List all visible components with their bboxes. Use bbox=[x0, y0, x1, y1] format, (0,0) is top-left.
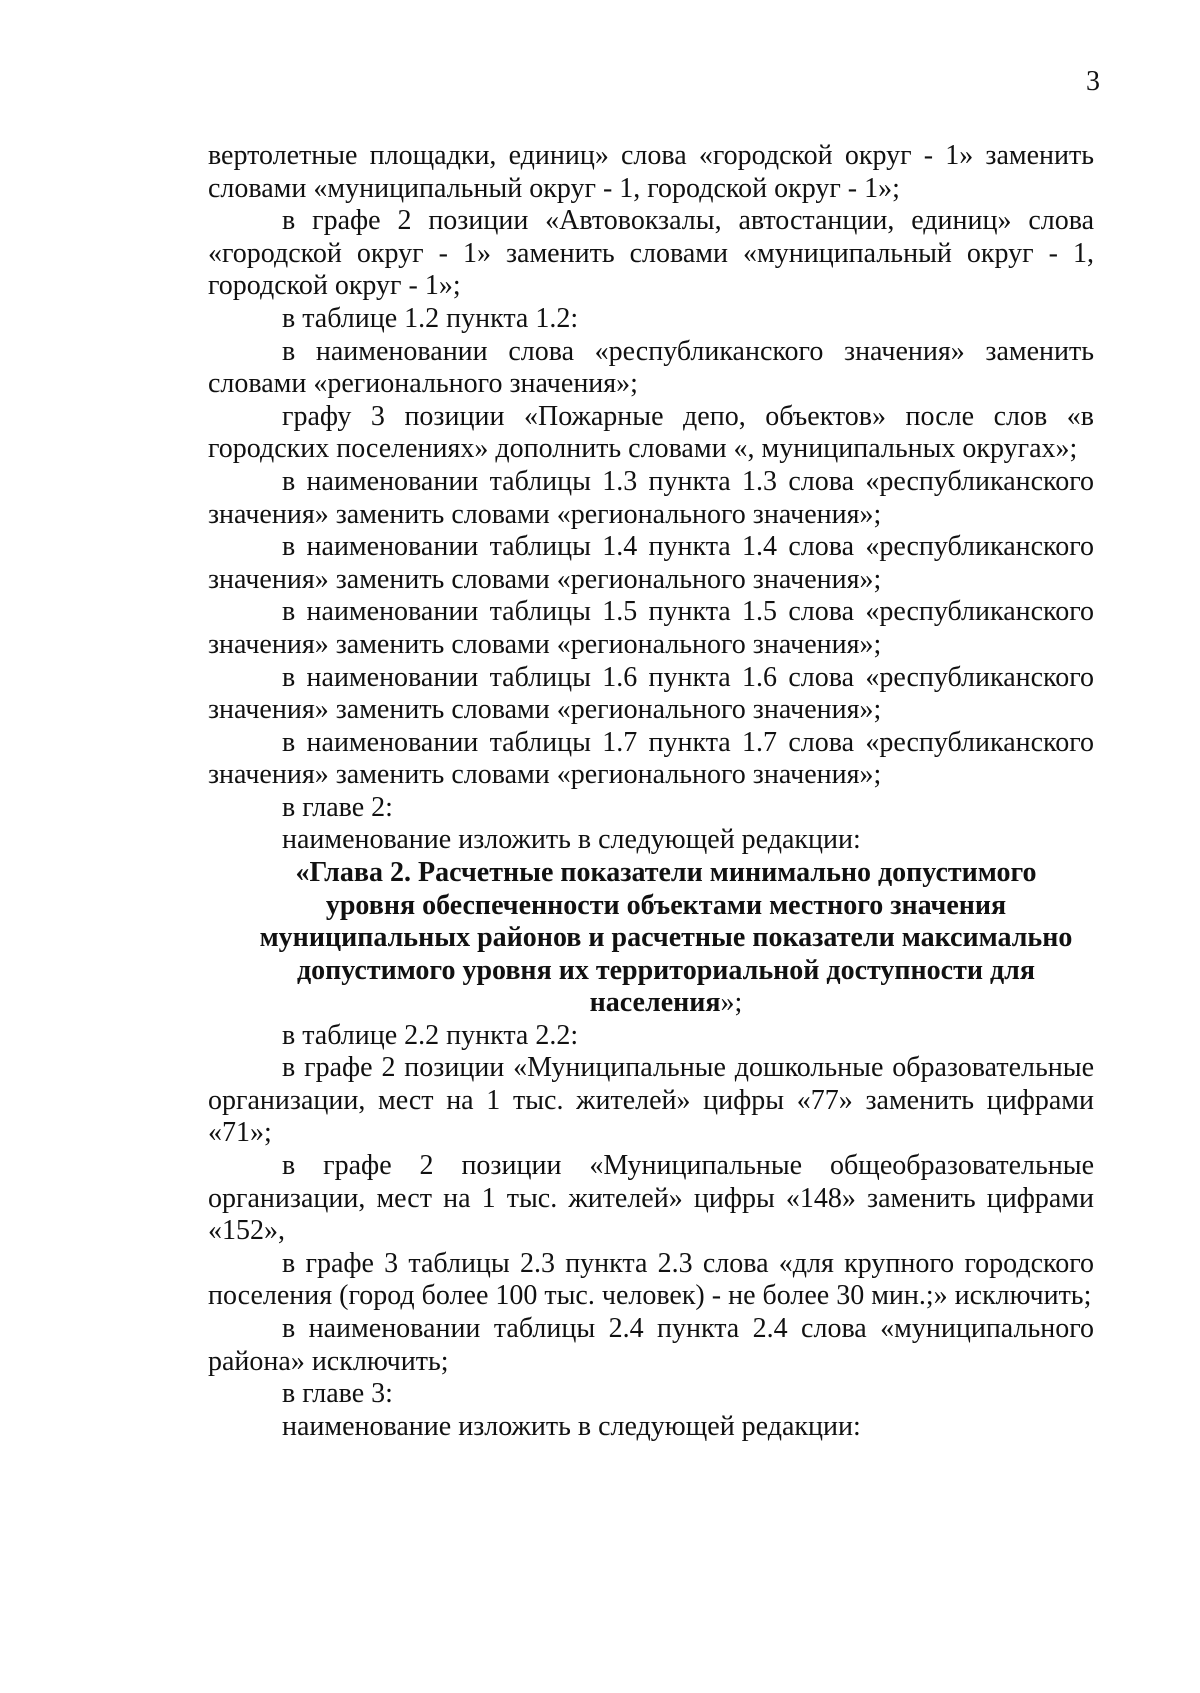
paragraph: вертолетные площадки, единиц» слова «городской округ - 1» заменить словами «муниципальный округ - 1, городской округ - 1»; bbox=[208, 140, 1094, 204]
chapter-heading-closing: »; bbox=[720, 987, 743, 1019]
paragraph: в наименовании таблицы 1.6 пункта 1.6 слова «республиканского значения» заменить словами «регионального значения»; bbox=[208, 661, 1094, 726]
paragraph: в наименовании слова «республиканского значения» заменить словами «регионального значения»; bbox=[208, 335, 1094, 400]
paragraph: в наименовании таблицы 1.5 пункта 1.5 слова «республиканского значения» заменить словами «регионального значения»; bbox=[208, 596, 1094, 660]
paragraph: в графе 2 позиции «Муниципальные общеобразовательные организации, мест на 1 тыс. жителей» цифры «148» заменить цифрами «152», bbox=[208, 1149, 1094, 1247]
page-number: 3 bbox=[1086, 66, 1100, 97]
chapter-heading-text: «Глава 2. Расчетные показатели минимально допустимого уровня обеспеченности объектами местного значения муниципальных районов и расчетные показатели максимально допустимого уровня их территориальной доступности для населения bbox=[259, 857, 1073, 1019]
paragraph: в главе 3: bbox=[282, 1378, 393, 1410]
paragraph: наименование изложить в следующей редакции: bbox=[282, 1410, 861, 1442]
paragraph: в главе 2: bbox=[282, 791, 393, 823]
paragraph: в таблице 2.2 пункта 2.2: bbox=[282, 1019, 579, 1051]
paragraph: в наименовании таблицы 1.3 пункта 1.3 слова «республиканского значения» заменить словами «регионального значения»; bbox=[208, 465, 1094, 530]
paragraph: в таблице 1.2 пункта 1.2: bbox=[282, 302, 579, 334]
paragraph: в наименовании таблицы 2.4 пункта 2.4 слова «муниципального района» исключить; bbox=[208, 1312, 1094, 1377]
chapter-heading bbox=[208, 857, 1094, 1020]
paragraph: в графе 3 таблицы 2.3 пункта 2.3 слова «для крупного городского поселения (город более 100 тыс. человек) - не более 30 мин.;» исключить; bbox=[208, 1247, 1094, 1312]
paragraph: в графе 2 позиции «Автовокзалы, автостанции, единиц» слова «городской округ - 1» заменить словами «муниципальный округ - 1, городской округ - 1»; bbox=[208, 205, 1094, 302]
paragraph: наименование изложить в следующей редакции: bbox=[282, 824, 861, 856]
document-body bbox=[208, 140, 1094, 1443]
paragraph: графу 3 позиции «Пожарные депо, объектов» после слов «в городских поселениях» дополнить словами «, муниципальных округах»; bbox=[208, 400, 1094, 465]
paragraph: в наименовании таблицы 1.7 пункта 1.7 слова «республиканского значения» заменить словами «регионального значения»; bbox=[208, 726, 1094, 791]
paragraph: в наименовании таблицы 1.4 пункта 1.4 слова «республиканского значения» заменить словами «регионального значения»; bbox=[208, 531, 1094, 595]
paragraph: в графе 2 позиции «Муниципальные дошкольные образовательные организации, мест на 1 тыс. жителей» цифры «77» заменить цифрами «71»; bbox=[208, 1052, 1094, 1149]
